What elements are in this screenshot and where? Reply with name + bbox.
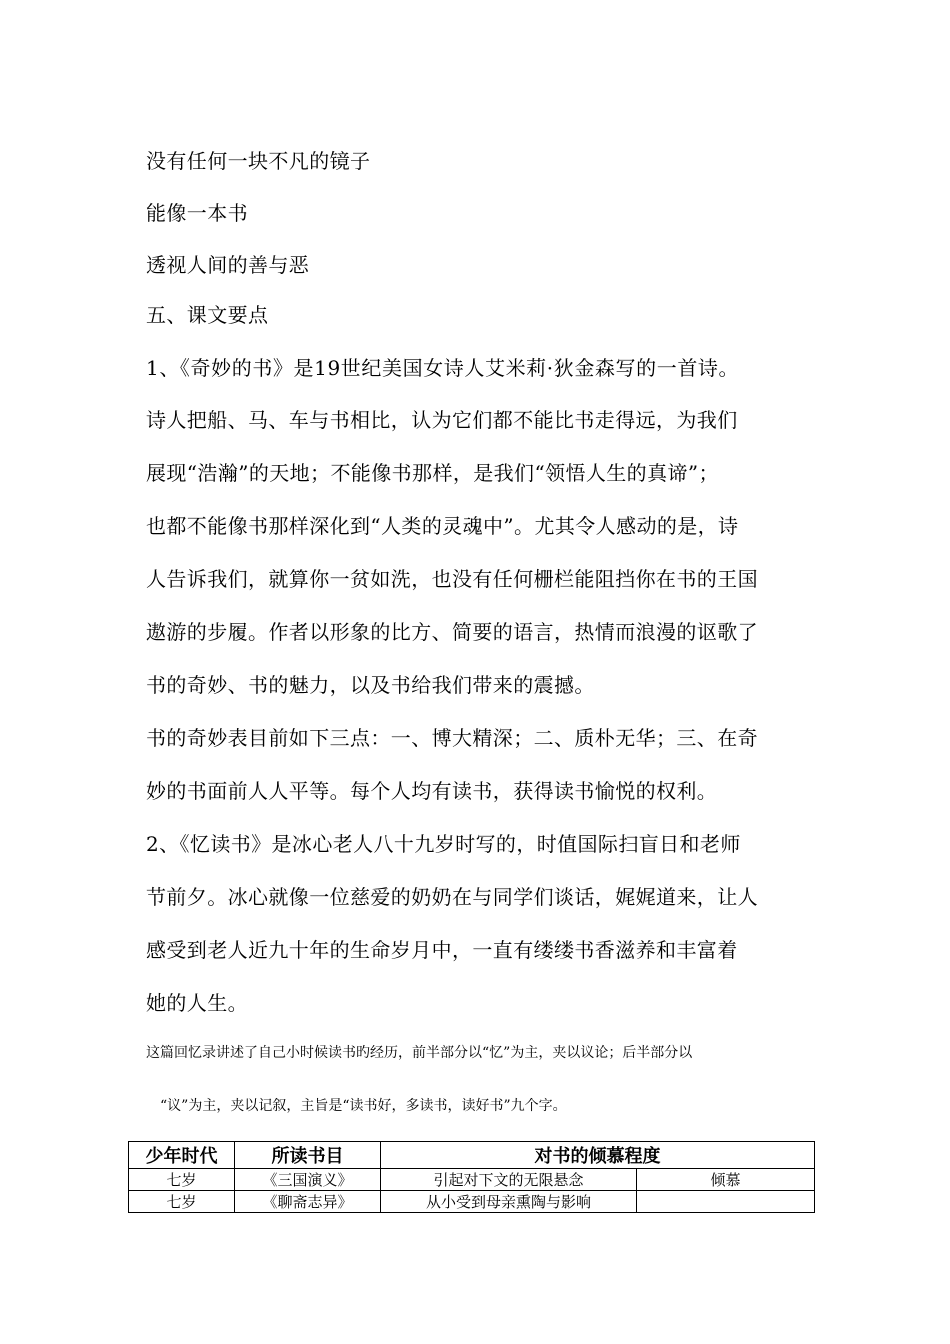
table-cell: 从小受到母亲熏陶与影响 xyxy=(381,1191,637,1213)
table-cell: 倾慕 xyxy=(637,1169,815,1191)
paragraph-line: 2、《忆读书》是冰心老人八十九岁时写的，时值国际扫盲日和老师 xyxy=(146,832,741,856)
summary-line: 这篇回忆录讲述了自己小时候读书旳经历，前半部分以“忆”为主，夹以议论；后半部分以 xyxy=(146,1045,693,1061)
table-header-cell: 对书的倾慕程度 xyxy=(381,1142,815,1169)
paragraph-line: 妙的书面前人人平等。每个人均有读书，获得读书愉悦的权利。 xyxy=(146,779,718,803)
table-cell xyxy=(637,1191,815,1213)
table-cell: 引起对下文的无限悬念 xyxy=(381,1169,637,1191)
paragraph-line: 遨游的步履。作者以形象的比方、简要的语言，热情而浪漫的讴歌了 xyxy=(146,620,758,644)
poem-line: 透视人间的善与恶 xyxy=(146,253,310,277)
poem-line: 能像一本书 xyxy=(146,201,248,225)
table-header-cell: 少年时代 xyxy=(129,1142,235,1169)
paragraph-line: 人告诉我们，就算你一贫如洗，也没有任何栅栏能阻挡你在书的王国 xyxy=(146,567,758,591)
poem-line: 没有任何一块不凡的镜子 xyxy=(146,149,371,173)
table-cell: 七岁 xyxy=(129,1169,235,1191)
paragraph-line: 1、《奇妙的书》是19世纪美国女诗人艾米莉·狄金森写的一首诗。 xyxy=(146,356,740,380)
table-cell: 《聊斋志异》 xyxy=(235,1191,381,1213)
paragraph-line: 也都不能像书那样深化到“人类的灵魂中”。尤其令人感动的是，诗 xyxy=(146,514,739,538)
paragraph-line: 她的人生。 xyxy=(146,991,248,1015)
table-header-cell: 所读书目 xyxy=(235,1142,381,1169)
table-row xyxy=(129,1169,815,1191)
paragraph-line: 诗人把船、马、车与书相比，认为它们都不能比书走得远，为我们 xyxy=(146,408,738,432)
paragraph-line: 书的奇妙表目前如下三点：一、博大精深；二、质朴无华；三、在奇 xyxy=(146,726,758,750)
summary-line: “议”为主，夹以记叙，主旨是“读书好，多读书，读好书”九个字。 xyxy=(160,1098,567,1114)
reading-table xyxy=(128,1141,815,1213)
table-header-row xyxy=(129,1142,815,1169)
section-heading: 五、课文要点 xyxy=(146,303,269,327)
table-row xyxy=(129,1191,815,1213)
table-cell: 《三国演义》 xyxy=(235,1169,381,1191)
paragraph-line: 展现“浩瀚”的天地；不能像书那样，是我们“领悟人生的真谛”； xyxy=(146,461,719,485)
paragraph-line: 感受到老人近九十年的生命岁月中，一直有缕缕书香滋养和丰富着 xyxy=(146,938,738,962)
paragraph-line: 书的奇妙、书的魅力，以及书给我们带来的震撼。 xyxy=(146,673,595,697)
paragraph-line: 节前夕。冰心就像一位慈爱的奶奶在与同学们谈话，娓娓道来，让人 xyxy=(146,885,758,909)
table-cell: 七岁 xyxy=(129,1191,235,1213)
